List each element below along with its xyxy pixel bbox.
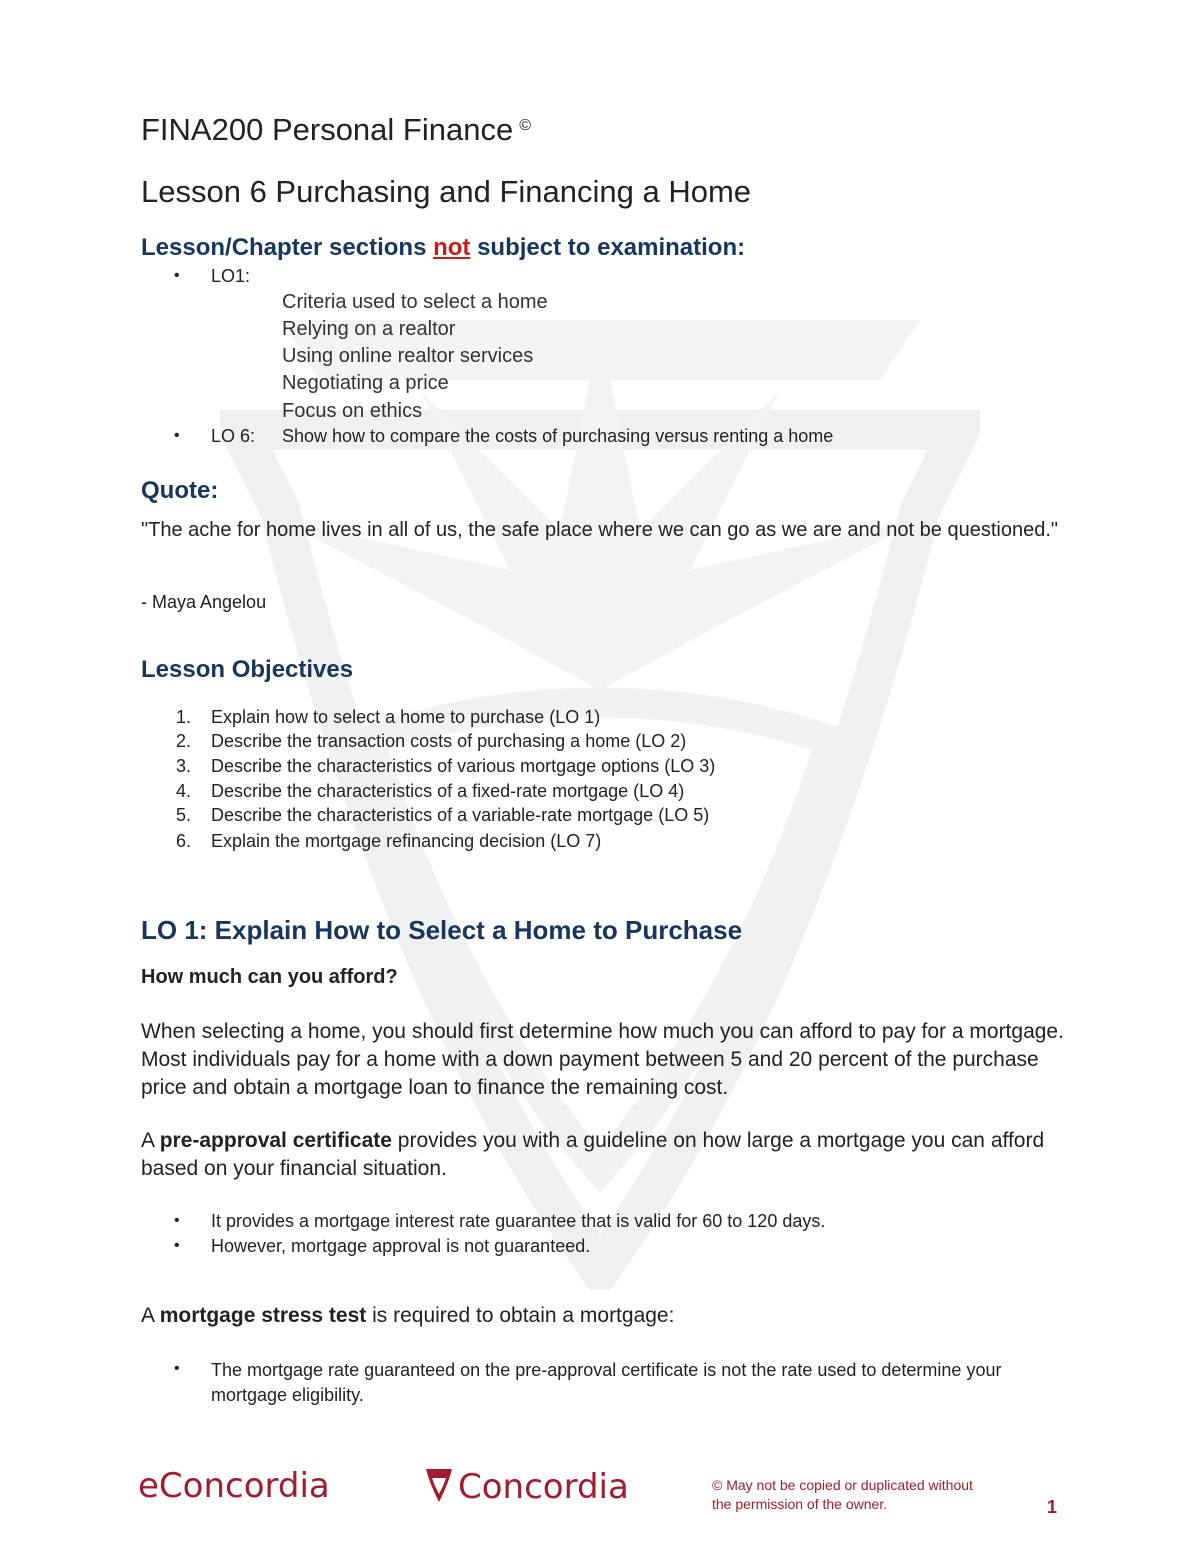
not-examined-heading: Lesson/Chapter sections not subject to examination: xyxy=(141,234,746,261)
quote-author: - Maya Angelou xyxy=(141,592,267,612)
econcordia-logo: eConcordia xyxy=(138,1466,330,1506)
lesson-title: Lesson 6 Purchasing and Financing a Home xyxy=(141,174,752,209)
objective-number: 1. xyxy=(176,707,192,727)
objective-item: Explain the mortgage refinancing decision (LO 7) xyxy=(211,831,602,851)
lo6-label: LO 6: xyxy=(211,426,256,446)
concordia-logo: Concordia xyxy=(424,1466,629,1507)
quote-heading: Quote: xyxy=(141,477,219,504)
objective-number: 2. xyxy=(176,731,192,751)
not-emphasis: not xyxy=(433,234,471,261)
stress-test-bullet: The mortgage rate guaranteed on the pre-approval certificate is not the rate used to determine your mortgage eligibility. xyxy=(211,1360,1002,1405)
stress-test-term: mortgage stress test xyxy=(159,1304,367,1327)
copyright-mark: © xyxy=(519,117,531,134)
bullet-dot: • xyxy=(174,1360,180,1377)
bullet-dot: • xyxy=(174,267,180,284)
stress-test-paragraph: A mortgage stress test is required to obtain a mortgage: xyxy=(141,1304,675,1327)
lo1-item: Focus on ethics xyxy=(282,400,423,422)
objectives-heading: Lesson Objectives xyxy=(141,656,354,683)
quote-text: "The ache for home lives in all of us, the safe place where we can go as we are and not be questioned." xyxy=(141,519,1058,541)
course-title: FINA200 Personal Finance © xyxy=(141,112,531,147)
objective-number: 6. xyxy=(176,831,192,851)
copyright-notice: © May not be copied or duplicated without the permission of the owner. xyxy=(712,1477,973,1512)
page-number: 1 xyxy=(1047,1497,1058,1517)
afford-subheading: How much can you afford? xyxy=(141,966,398,988)
lo1-item: Using online realtor services xyxy=(282,345,534,367)
afford-paragraph: When selecting a home, you should first determine how much you can afford to pay for a mortgage. Most individuals pay for a home with a down payment between 5 and 20 percent of the purchase price and obtain a mortgage loan to finance the remaining cost. xyxy=(141,1020,1064,1099)
lo1-item: Negotiating a price xyxy=(282,372,449,394)
concordia-shield-icon xyxy=(424,1466,454,1504)
objective-item: Describe the characteristics of a variable-rate mortgage (LO 5) xyxy=(211,805,710,825)
objective-number: 5. xyxy=(176,805,192,825)
objective-number: 4. xyxy=(176,781,192,801)
lo1-item: Relying on a realtor xyxy=(282,318,456,340)
lo6-text: Show how to compare the costs of purchasing versus renting a home xyxy=(282,426,834,446)
objective-item: Describe the characteristics of a fixed-rate mortgage (LO 4) xyxy=(211,781,685,801)
objective-item: Describe the characteristics of various mortgage options (LO 3) xyxy=(211,756,716,776)
objective-item: Explain how to select a home to purchase (LO 1) xyxy=(211,707,601,727)
lo1-item: Criteria used to select a home xyxy=(282,291,548,313)
objective-item: Describe the transaction costs of purchasing a home (LO 2) xyxy=(211,731,687,751)
objective-number: 3. xyxy=(176,756,192,776)
preapproval-bullet: It provides a mortgage interest rate guarantee that is valid for 60 to 120 days. xyxy=(211,1211,826,1231)
preapproval-term: pre-approval certificate xyxy=(159,1129,392,1152)
lo1-heading: LO 1: Explain How to Select a Home to Purchase xyxy=(141,915,743,945)
bullet-dot: • xyxy=(174,427,180,444)
bullet-dot: • xyxy=(174,1212,180,1229)
bullet-dot: • xyxy=(174,1237,180,1254)
preapproval-bullet: However, mortgage approval is not guaranteed. xyxy=(211,1236,591,1256)
lo1-label: LO1: xyxy=(211,266,251,286)
preapproval-paragraph: A pre-approval certificate provides you with a guideline on how large a mortgage you can afford based on your financial situation. xyxy=(141,1129,1045,1180)
